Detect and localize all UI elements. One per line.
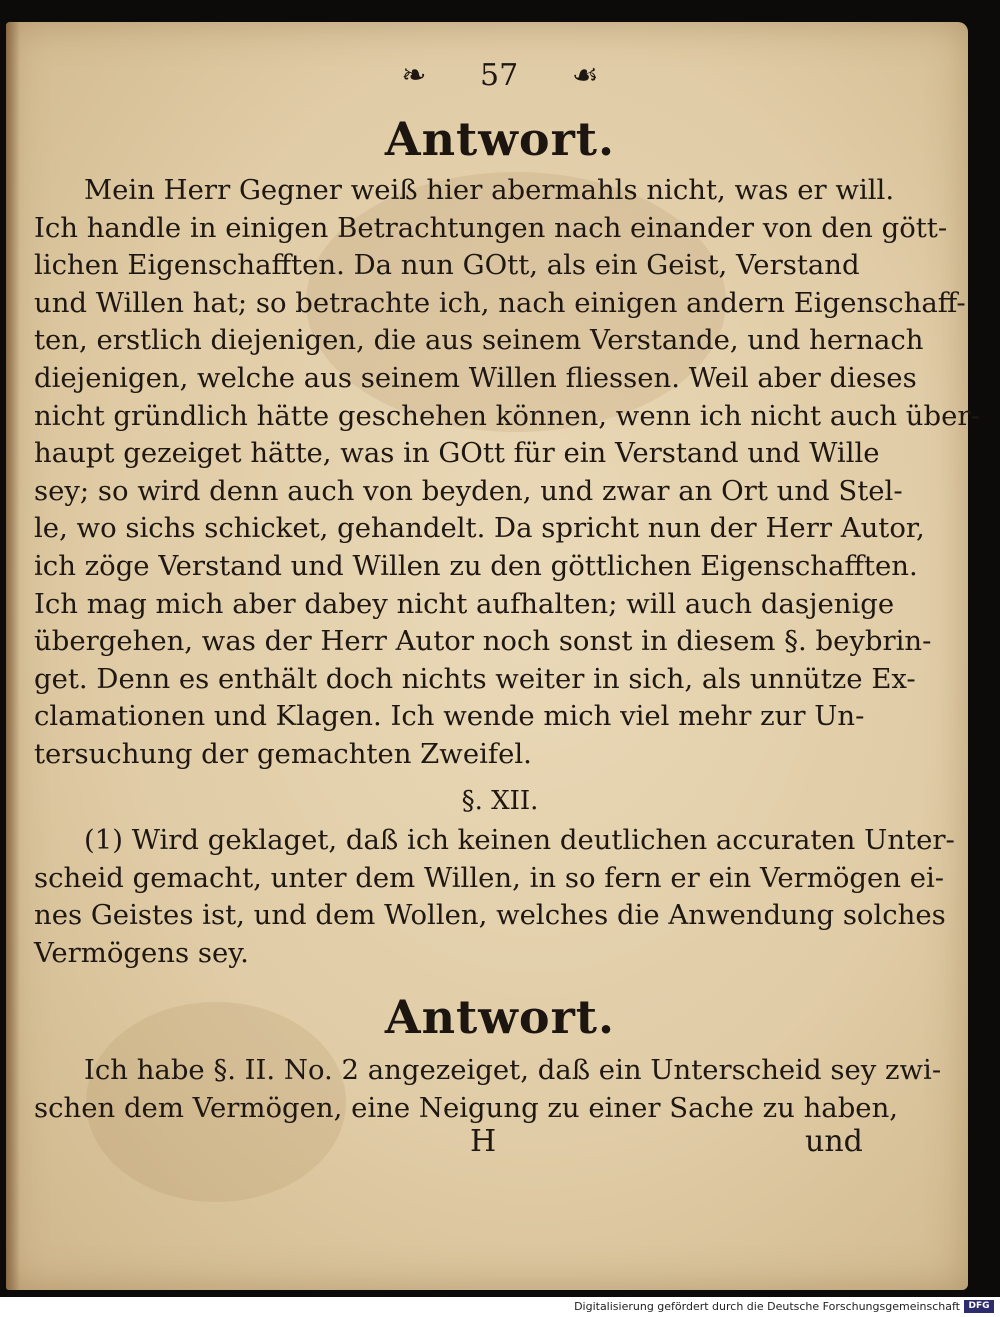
text-line: übergehen, was der Herr Autor noch sonst in diesem §. beybrin- [34,625,932,658]
ornament-right: ☙ [571,58,599,93]
text-line: Ich handle in einigen Betrachtungen nach einander von den gött- [34,211,948,244]
text-line: ich zöge Verstand und Willen zu den göttlichen Eigenschafften. [34,549,918,582]
digitization-footer [0,1297,1000,1317]
heading-antwort-1: Antwort. [384,112,616,166]
paragraph-2 [34,822,955,972]
text-line: und Willen hat; so betrachte ich, nach einigen andern Eigenschaff- [34,286,966,319]
text-line: get. Denn es enthält doch nichts weiter in sich, als unnütze Ex- [34,662,916,695]
text-line: le, wo sichs schicket, gehandelt. Da spricht nun der Herr Autor, [34,512,925,545]
page-gutter-shadow [6,22,20,1290]
text-line: Ich habe §. II. No. 2 angezeiget, daß ein Unterscheid sey zwi- [84,1054,942,1086]
page-number: 57 [480,58,519,93]
text-line: tersuchung der gemachten Zweifel. [34,737,532,770]
text-line: diejenigen, welche aus seinem Willen fliessen. Weil aber dieses [34,361,917,394]
text-line: haupt gezeiget hätte, was in GOtt für ein Verstand und Wille [34,437,880,470]
funding-credit: Digitalisierung gefördert durch die Deutsche Forschungsgemeinschaft [574,1300,960,1313]
text-line: lichen Eigenschafften. Da nun GOtt, als ein Geist, Verstand [34,249,860,282]
text-line: Vermögens sey. [34,936,249,969]
text-line: (1) Wird geklaget, daß ich keinen deutlichen accuraten Unter- [84,824,955,856]
signature-mark: H [470,1124,497,1159]
text-line: clamationen und Klagen. Ich wende mich viel mehr zur Un- [34,700,865,733]
dfg-logo: DFG [964,1300,994,1313]
text-line: scheid gemacht, unter dem Willen, in so fern er ein Vermögen ei- [34,861,945,894]
running-header [0,58,1000,93]
text-line: schen dem Vermögen, eine Neigung zu einer Sache zu haben, [34,1091,899,1124]
catchword: und [805,1124,863,1159]
text-line: nicht gründlich hätte geschehen können, wenn ich nicht auch über- [34,399,980,432]
paragraph-1 [34,172,980,774]
text-line: Ich mag mich aber dabey nicht aufhalten; will auch dasjenige [34,587,895,620]
text-line: Mein Herr Gegner weiß hier abermahls nicht, was er will. [84,174,895,206]
text-line: sey; so wird denn auch von beyden, und zwar an Ort und Stel- [34,474,903,507]
paragraph-3 [34,1052,942,1127]
text-line: nes Geistes ist, und dem Wollen, welches die Anwendung solches [34,899,946,932]
heading-antwort-2: Antwort. [384,990,616,1044]
ornament-left: ❧ [401,58,427,93]
text-line: ten, erstlich diejenigen, die aus seinem Verstande, und hernach [34,324,924,357]
section-heading: §. XII. [461,786,539,816]
